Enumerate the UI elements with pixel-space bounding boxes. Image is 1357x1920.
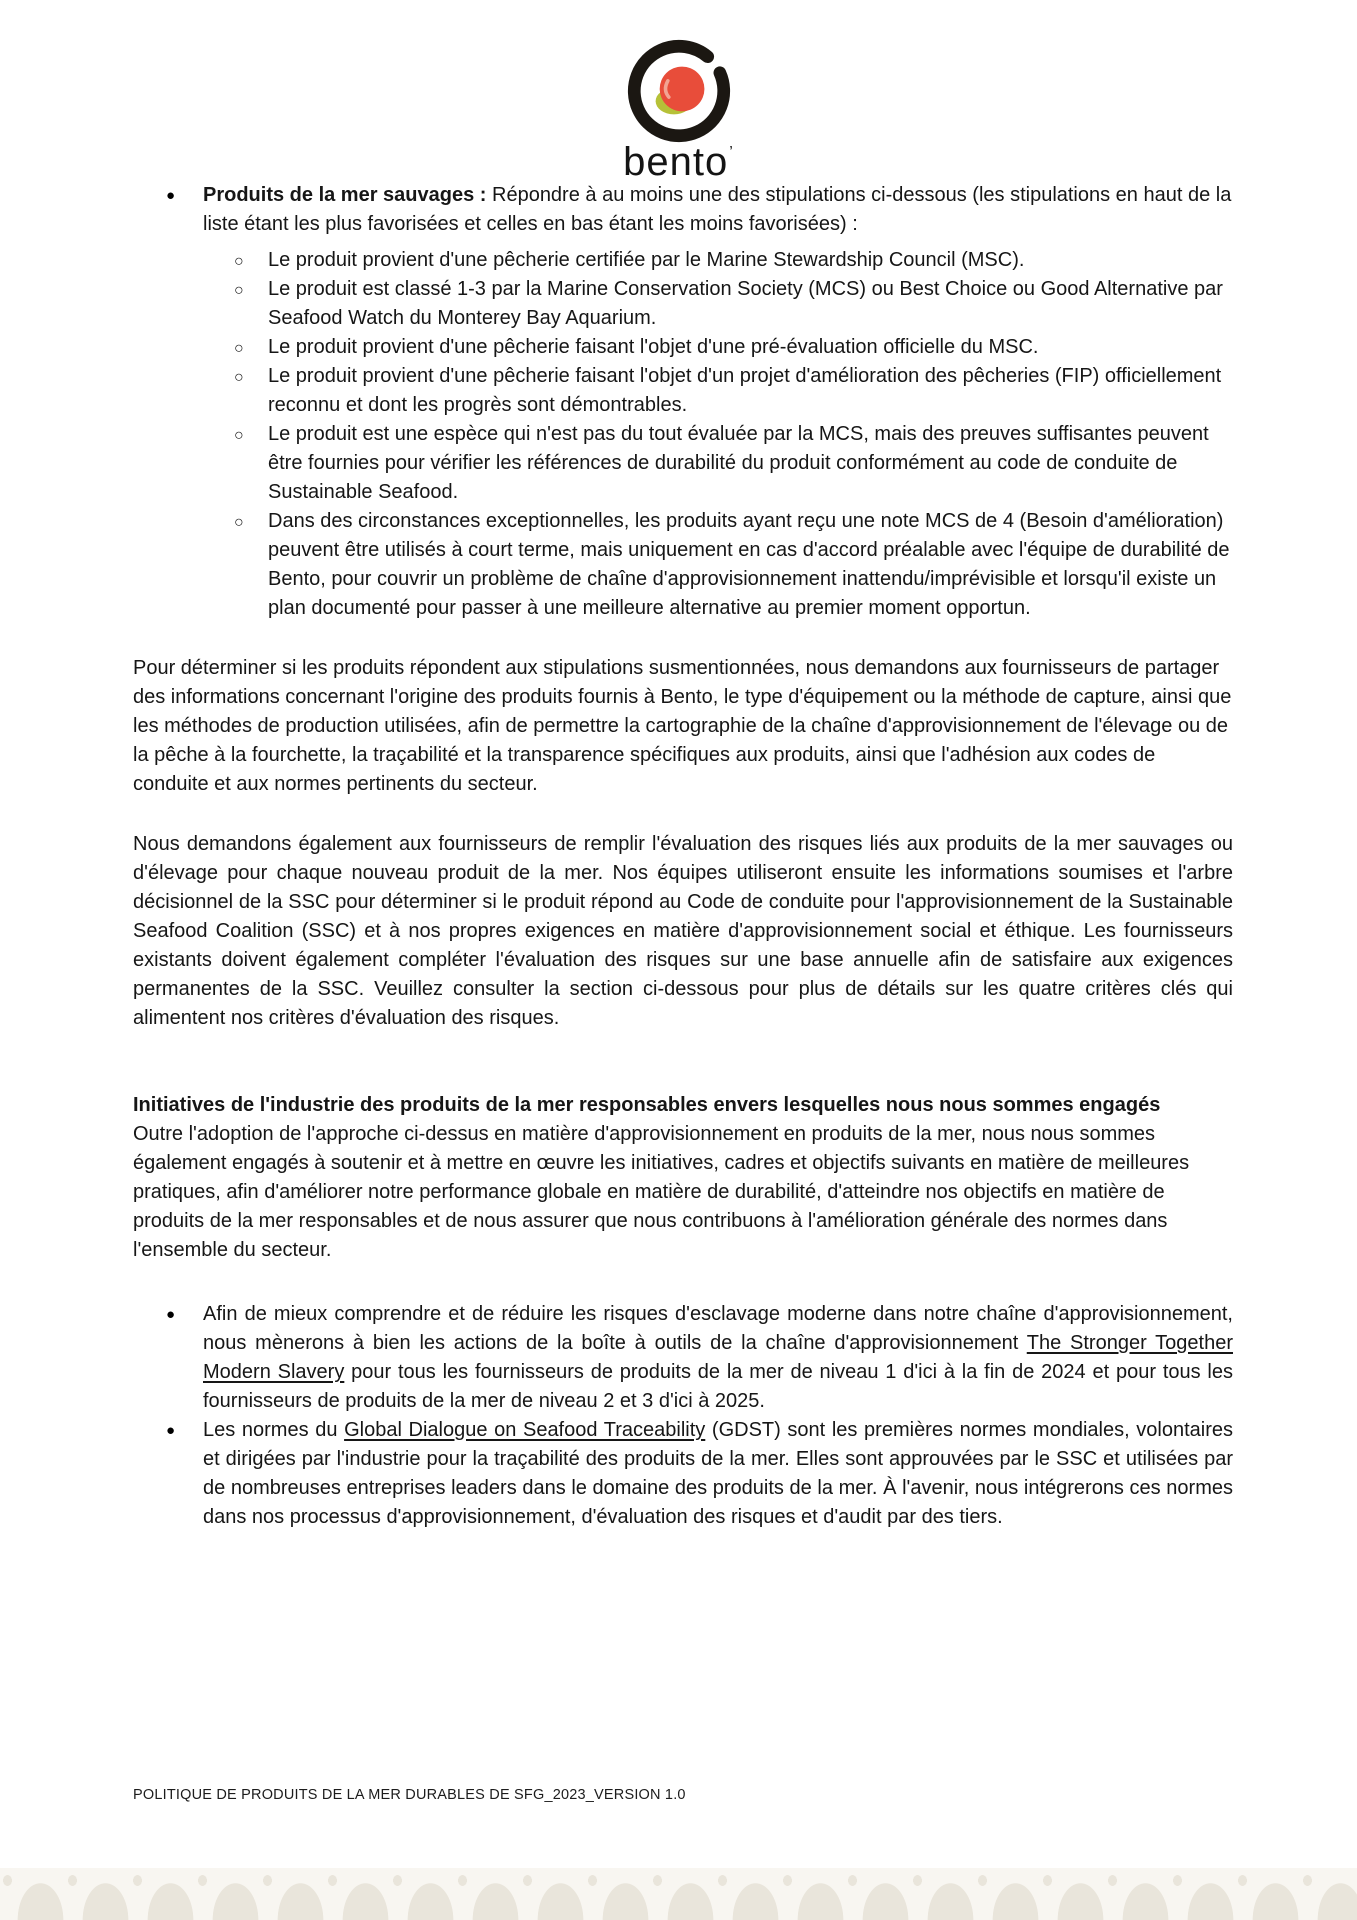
stipulation-text: Le produit provient d'une pêcherie faisant l'objet d'un projet d'amélioration des pêcheries (FIP) officiellement reconnu et dont les progrès sont démontrables. [268,365,1222,416]
stipulation-text: Le produit provient d'une pêcherie faisant l'objet d'une pré-évaluation officielle du MSC. [268,336,1039,358]
bullet-dot-icon: ● [166,187,176,204]
wild-seafood-intro-text: Répondre à au moins une des stipulations ci-dessous (les stipulations en haut de la liste étant les plus favorisées et celles en bas étant les moins favorisées) : [203,184,1232,235]
document-content [133,181,1233,1532]
initiative-text-pre: Afin de mieux comprendre et de réduire les risques d'esclavage moderne dans notre chaîne d'approvisionnement, nous mènerons à bien les actions de la boîte à outils de la chaîne d'approvisionnement [203,1303,1233,1354]
initiative-text-pre: Les normes du [203,1419,345,1441]
stipulation-item [133,420,1233,507]
circle-marker-icon: ○ [234,514,244,531]
initiatives-heading: Initiatives de l'industrie des produits de la mer responsables envers lesquelles nous nous sommes engagés [133,1094,1161,1116]
stipulation-text: Dans des circonstances exceptionnelles, les produits ayant reçu une note MCS de 4 (Besoin d'amélioration) peuvent être utilisés à court terme, mais uniquement en cas d'accord préalable avec l'équipe de durabilité de Bento, pour couvrir un problème de chaîne d'approvisionnement inattendu/imprévisible et lorsqu'il existe un plan documenté pour passer à une meilleure alternative au premier moment opportun. [268,510,1230,619]
initiatives-list [133,1300,1233,1532]
bento-logo [0,30,1357,185]
initiatives-intro: Outre l'adoption de l'approche ci-dessus en matière d'approvisionnement en produits de la mer, nous nous sommes également engagés à soutenir et à mettre en œuvre les initiatives, cadres et objectifs suivants en matière de meilleures pratiques, afin d'améliorer notre performance globale en matière de durabilité, d'atteindre nos objectifs en matière de produits de la mer responsables et de nous assurer que nous contribuons à l'amélioration générale des normes dans l'ensemble du secteur. [133,1123,1190,1261]
stronger-together-link[interactable]: The Stronger Together Modern Slavery [203,1332,1233,1383]
stipulation-text: Le produit provient d'une pêcherie certifiée par le Marine Stewardship Council (MSC). [268,249,1025,271]
stipulation-text: Le produit est classé 1-3 par la Marine Conservation Society (MCS) ou Best Choice ou Good Alternative par Seafood Watch du Monterey Bay Aquarium. [268,278,1223,329]
stipulation-item [133,333,1233,362]
enso-sushi-icon [618,30,740,152]
stipulation-item [133,275,1233,333]
circle-marker-icon: ○ [234,282,244,299]
circle-marker-icon: ○ [234,369,244,386]
circle-marker-icon: ○ [234,253,244,270]
paragraph-determination: Pour déterminer si les produits répondent aux stipulations susmentionnées, nous demandons aux fournisseurs de partager des informations concernant l'origine des produits fournis à Bento, le type d'équipement ou la méthode de capture, ainsi que les méthodes de production utilisées, afin de permettre la cartographie de la chaîne d'approvisionnement de l'élevage ou de la pêche à la fourchette, la traçabilité et la transparence spécifiques aux produits, ainsi que l'adhésion aux codes de conduite et aux normes pertinents du secteur. [133,657,1232,795]
initiative-text-post: pour tous les fournisseurs de produits de la mer de niveau 1 d'ici à la fin de 2024 et pour tous les fournisseurs de produits de la mer de niveau 2 et 3 d'ici à 2025. [203,1361,1234,1412]
initiative-item-gdst [133,1416,1233,1532]
paragraph-risk-assessment: Nous demandons également aux fournisseurs de remplir l'évaluation des risques liés aux produits de la mer sauvages ou d'élevage pour chaque nouveau produit de la mer. Nos équipes utiliseront ensuite les informations soumises et l'arbre décisionnel de la SSC pour déterminer si le produit répond au Code de conduite pour l'approvisionnement de la Sustainable Seafood Coalition (SSC) et à nos propres exigences en matière d'approvisionnement social et éthique. Les fournisseurs existants doivent également compléter l'évaluation des risques sur une base annuelle afin de satisfaire aux exigences permanentes de la SSC. Veuillez consulter la section ci-dessous pour plus de détails sur les quatre critères clés qui alimentent nos critères d'évaluation des risques. [133,833,1233,1029]
stipulation-item [133,362,1233,420]
stipulation-item [133,507,1233,623]
wild-seafood-intro [203,181,1233,239]
stipulations-list [133,246,1233,623]
stipulation-item [133,246,1233,275]
bullet-dot-icon: ● [166,1422,176,1439]
initiative-item-stronger-together [133,1300,1233,1416]
page-footer: POLITIQUE DE PRODUITS DE LA MER DURABLES DE SFG_2023_VERSION 1.0 [133,1787,686,1803]
scalloped-border-decoration [0,1868,1357,1920]
wild-seafood-title: Produits de la mer sauvages : [203,184,492,206]
bullet-dot-icon: ● [166,1306,176,1323]
wild-seafood-list-item [133,181,1233,239]
stipulation-text: Le produit est une espèce qui n'est pas du tout évaluée par la MCS, mais des preuves suffisantes peuvent être fournies pour vérifier les références de durabilité du produit conformément au code de conduite de Sustainable Seafood. [268,423,1209,503]
logo-trademark-tick: ’ [729,144,734,161]
circle-marker-icon: ○ [234,427,244,444]
circle-marker-icon: ○ [234,340,244,357]
gdst-link[interactable]: Global Dialogue on Seafood Traceability [344,1419,706,1441]
initiative-text-post: (GDST) sont les premières normes mondiales, volontaires et dirigées par l'industrie pour la traçabilité des produits de la mer. Elles sont approuvées par le SSC et utilisées par de nombreuses entreprises leaders dans le domaine des produits de la mer. À l'avenir, nous intégrerons ces normes dans nos processus d'approvisionnement, d'évaluation des risques et d'audit par des tiers. [203,1419,1233,1528]
logo-wordmark: bento’ [623,140,734,184]
